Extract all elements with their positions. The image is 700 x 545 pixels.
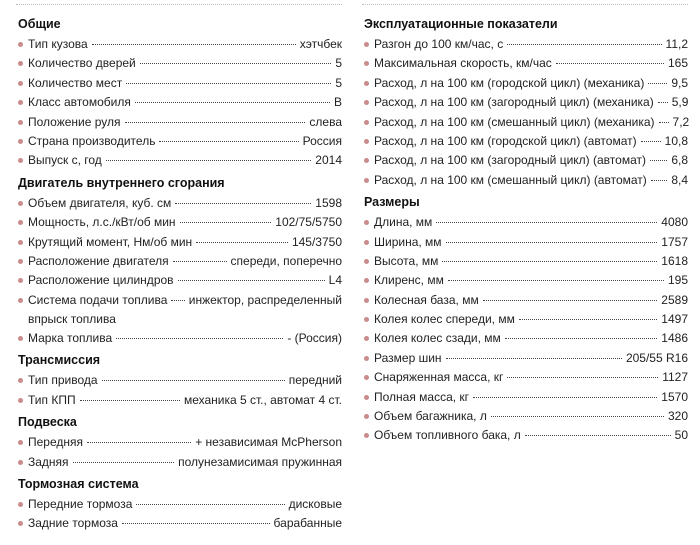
spec-value: 5 [335, 75, 342, 90]
bullet-icon [364, 178, 369, 183]
spec-label: Задняя [28, 454, 69, 469]
dotted-leader [505, 338, 658, 339]
spec-label: Расположение двигателя [28, 253, 169, 268]
spec-value: 1618 [661, 253, 688, 268]
spec-value: 4080 [661, 215, 688, 230]
spec-label: Ширина, мм [374, 234, 442, 249]
spec-row [364, 329, 688, 348]
bullet-icon [18, 460, 23, 465]
spec-row [18, 35, 342, 54]
spec-value: 5,9 [671, 95, 689, 110]
section-title: Эксплуатационные показатели [364, 17, 558, 31]
divider [16, 4, 342, 5]
spec-row [18, 252, 342, 271]
spec-label: Расход, л на 100 км (городской цикл) (механика) [374, 75, 645, 90]
spec-label: Колея колес спереди, мм [374, 312, 515, 327]
bullet-icon [18, 201, 23, 206]
bullet-icon [18, 81, 23, 86]
spec-value: 9,5 [671, 75, 688, 90]
spec-row [18, 151, 342, 170]
spec-row [18, 371, 342, 390]
spec-value: 195 [667, 273, 688, 288]
spec-value: 205/55 R16 [625, 350, 688, 365]
spec-row [364, 54, 688, 73]
spec-label: Задние тормоза [28, 516, 118, 531]
spec-value: 7,2 [672, 114, 690, 129]
spec-row [364, 74, 688, 93]
spec-section [18, 349, 342, 410]
bullet-icon [364, 278, 369, 283]
bullet-icon [18, 336, 23, 341]
spec-row [364, 291, 688, 310]
bullet-icon [364, 120, 369, 125]
spec-section [18, 411, 342, 472]
dotted-leader [436, 222, 657, 223]
dotted-leader [650, 160, 667, 161]
spec-row [18, 194, 342, 213]
spec-label: Марка топлива [28, 331, 113, 346]
bullet-icon [364, 433, 369, 438]
spec-value: 1127 [662, 370, 688, 385]
spec-label: Передняя [28, 435, 84, 450]
dotted-leader [122, 523, 270, 524]
spec-label: Тип привода [28, 373, 98, 388]
spec-row [18, 291, 342, 310]
spec-label: Мощность, л.с./кВт/об мин [28, 215, 176, 230]
bullet-icon [364, 42, 369, 47]
spec-row [18, 391, 342, 410]
spec-row [18, 93, 342, 112]
bullet-icon [18, 42, 23, 47]
spec-section [364, 191, 688, 446]
spec-value: 10,8 [664, 133, 688, 148]
spec-row [18, 213, 342, 232]
spec-section [18, 172, 342, 349]
bullet-icon [364, 259, 369, 264]
spec-value: 1486 [661, 331, 688, 346]
spec-label: Количество мест [28, 75, 123, 90]
dotted-leader [173, 261, 227, 262]
spec-value-continuation: впрыск топлива [28, 312, 116, 327]
dotted-leader [126, 83, 331, 84]
dotted-leader [178, 280, 325, 281]
spec-label: Максимальная скорость, км/час [374, 56, 552, 71]
dotted-leader [473, 397, 657, 398]
bullet-icon [18, 521, 23, 526]
bullet-icon [18, 440, 23, 445]
dotted-leader [446, 358, 622, 359]
spec-section [18, 473, 342, 534]
bullet-icon [364, 414, 369, 419]
spec-label: Разгон до 100 км/час, с [374, 37, 504, 51]
dotted-leader [648, 83, 667, 84]
spec-value: спереди, поперечно [230, 253, 342, 268]
spec-value: 5 [335, 56, 342, 71]
spec-label: Расход, л на 100 км (загородный цикл) (механика) [374, 95, 654, 110]
dotted-leader [507, 44, 661, 45]
section-title: Трансмиссия [18, 353, 101, 368]
spec-section [18, 13, 342, 171]
section-title: Двигатель внутреннего сгорания [18, 175, 225, 190]
spec-value: механика 5 ст., автомат 4 ст. [183, 392, 342, 407]
section-title: Тормозная система [18, 477, 139, 492]
spec-row [364, 252, 688, 271]
dotted-leader [102, 380, 285, 381]
spec-value: 1570 [661, 389, 688, 404]
section-title: Размеры [364, 195, 420, 210]
spec-value: 1598 [315, 195, 342, 210]
spec-value: 11,2 [665, 37, 688, 51]
spec-value: 102/75/5750 [275, 215, 342, 230]
bullet-icon [364, 100, 369, 105]
spec-label: Положение руля [28, 114, 121, 129]
spec-value: 8,4 [671, 172, 688, 187]
dotted-leader [92, 44, 296, 45]
spec-row [364, 233, 688, 252]
spec-column-right [364, 13, 688, 446]
spec-row [364, 151, 688, 170]
spec-label: Выпуск с, год [28, 153, 102, 168]
dotted-leader [525, 435, 671, 436]
spec-label: Передние тормоза [28, 497, 133, 512]
spec-label: Тип КПП [28, 392, 76, 407]
bullet-icon [18, 220, 23, 225]
bullet-icon [18, 398, 23, 403]
spec-value: Россия [302, 133, 342, 148]
spec-label: Расход, л на 100 км (смешанный цикл) (механика) [374, 114, 655, 129]
dotted-leader [659, 122, 669, 123]
spec-label: Объем топливного бака, л [374, 428, 521, 443]
bullet-icon [364, 356, 369, 361]
spec-row [364, 426, 688, 445]
spec-value: 1497 [661, 312, 688, 327]
spec-row [18, 271, 342, 290]
spec-value: 2589 [661, 292, 688, 307]
spec-label: Клиренс, мм [374, 273, 444, 288]
spec-row [18, 514, 342, 533]
spec-label: Колея колес сзади, мм [374, 331, 501, 346]
spec-value: L4 [328, 273, 342, 288]
spec-row [364, 113, 688, 132]
spec-label: Тип кузова [28, 37, 88, 51]
dotted-leader [491, 416, 664, 417]
spec-label: Полная масса, кг [374, 389, 470, 404]
bullet-icon [364, 240, 369, 245]
spec-label: Размер шин [374, 350, 442, 365]
dotted-leader [135, 102, 330, 103]
spec-value: 50 [674, 428, 688, 443]
spec-row [364, 349, 688, 368]
bullet-icon [18, 100, 23, 105]
spec-row [18, 495, 342, 514]
bullet-icon [18, 61, 23, 66]
spec-row [364, 407, 688, 426]
bullet-icon [364, 317, 369, 322]
spec-label: Высота, мм [374, 253, 439, 268]
dotted-leader [80, 400, 180, 401]
spec-row [18, 433, 342, 452]
bullet-icon [364, 139, 369, 144]
spec-label: Длина, мм [374, 215, 433, 230]
bullet-icon [18, 378, 23, 383]
bullet-icon [364, 375, 369, 380]
spec-value: 320 [667, 409, 688, 424]
spec-value: B [333, 95, 342, 110]
bullet-icon [364, 220, 369, 225]
dotted-leader [180, 222, 272, 223]
spec-row [364, 213, 688, 232]
dotted-leader [556, 63, 664, 64]
spec-label: Расход, л на 100 км (городской цикл) (автомат) [374, 133, 637, 148]
dotted-leader [73, 462, 175, 463]
dotted-leader [442, 261, 657, 262]
spec-row [364, 271, 688, 290]
spec-value: + независимая McPherson [195, 435, 342, 450]
spec-value: 1757 [661, 234, 688, 249]
spec-row [364, 368, 688, 387]
bullet-icon [364, 158, 369, 163]
spec-column-left [18, 13, 342, 534]
dotted-leader [483, 300, 658, 301]
bullet-icon [18, 502, 23, 507]
dotted-leader [658, 102, 668, 103]
spec-row [364, 93, 688, 112]
bullet-icon [364, 395, 369, 400]
spec-value: инжектор, распределенный [188, 292, 342, 307]
dotted-leader [651, 180, 668, 181]
spec-label: Объем двигателя, куб. см [28, 195, 172, 210]
dotted-leader [159, 141, 298, 142]
spec-section [364, 13, 688, 190]
bullet-icon [364, 81, 369, 86]
dotted-leader [519, 319, 657, 320]
bullet-icon [364, 61, 369, 66]
spec-label: Снаряженная масса, кг [374, 370, 504, 385]
bullet-icon [18, 158, 23, 163]
dotted-leader [641, 141, 661, 142]
spec-row [18, 453, 342, 472]
spec-row [18, 113, 342, 132]
divider [362, 4, 688, 5]
spec-row [18, 54, 342, 73]
spec-label: Страна производитель [28, 133, 156, 148]
dotted-leader [175, 203, 311, 204]
spec-label: Расход, л на 100 км (смешанный цикл) (автомат) [374, 172, 647, 187]
spec-label: Крутящий момент, Нм/об мин [28, 234, 193, 249]
spec-value: барабанные [273, 516, 342, 531]
bullet-icon [18, 278, 23, 283]
spec-value: слева [309, 114, 342, 129]
dotted-leader [87, 442, 191, 443]
spec-label: Класс автомобиля [28, 95, 131, 110]
dotted-leader [140, 63, 332, 64]
spec-row [364, 132, 688, 151]
spec-row [364, 35, 688, 54]
section-title: Подвеска [18, 415, 77, 430]
spec-row [364, 310, 688, 329]
spec-row [18, 74, 342, 93]
spec-value: дисковые [288, 497, 342, 512]
spec-label: Расположение цилиндров [28, 273, 174, 288]
spec-value: 2014 [315, 153, 342, 168]
bullet-icon [18, 259, 23, 264]
spec-value: хэтчбек [299, 37, 342, 51]
spec-label: Расход, л на 100 км (загородный цикл) (автомат) [374, 153, 646, 168]
section-title: Общие [18, 17, 61, 31]
spec-label: Количество дверей [28, 56, 136, 71]
bullet-icon [18, 298, 23, 303]
dotted-leader [125, 122, 306, 123]
spec-value: полунезамисимая пружинная [178, 454, 342, 469]
spec-row [364, 171, 688, 190]
dotted-leader [106, 160, 312, 161]
spec-row [18, 132, 342, 151]
spec-value: 145/3750 [291, 234, 342, 249]
bullet-icon [18, 120, 23, 125]
spec-row [18, 329, 342, 348]
spec-value: передний [288, 373, 342, 388]
spec-label: Колесная база, мм [374, 292, 479, 307]
spec-value: - (Россия) [287, 331, 342, 346]
bullet-icon [364, 298, 369, 303]
bullet-icon [18, 240, 23, 245]
spec-label: Объем багажника, л [374, 409, 487, 424]
bullet-icon [364, 336, 369, 341]
dotted-leader [136, 504, 284, 505]
dotted-leader [507, 377, 658, 378]
dotted-leader [448, 280, 664, 281]
spec-row [364, 388, 688, 407]
dotted-leader [446, 242, 658, 243]
spec-label: Система подачи топлива [28, 292, 168, 307]
dotted-leader [171, 300, 184, 301]
dotted-leader [116, 338, 283, 339]
dotted-leader [196, 242, 288, 243]
bullet-icon [18, 139, 23, 144]
spec-value: 6,8 [671, 153, 688, 168]
spec-value: 165 [667, 56, 688, 71]
spec-row [18, 233, 342, 252]
